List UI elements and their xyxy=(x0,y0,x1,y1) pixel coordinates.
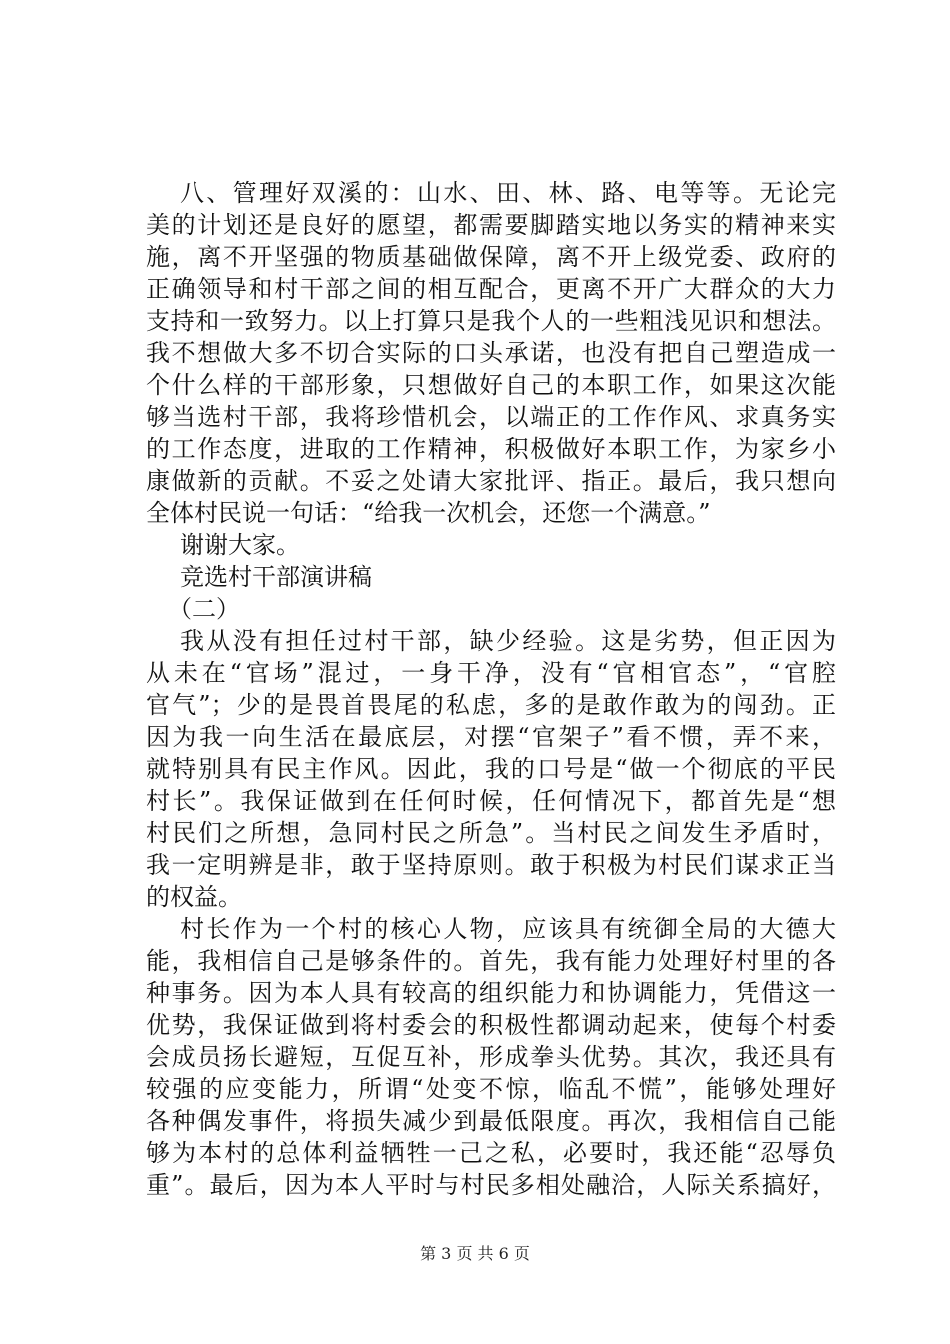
paragraph-line: 能，我相信自己是够条件的。首先，我有能力处理好村里的各 xyxy=(146,947,836,975)
paragraph-line: 官气”；少的是畏首畏尾的私虑，多的是敢作敢为的闯劲。正 xyxy=(146,691,836,719)
section-number: （二） xyxy=(168,595,240,623)
paragraph-line: 支持和一致努力。以上打算只是我个人的一些粗浅见识和想法。 xyxy=(146,307,836,335)
paragraph-line: 我不想做大多不切合实际的口头承诺，也没有把自己塑造成一 xyxy=(146,339,836,367)
document-body xyxy=(146,177,836,1201)
paragraph-line: 施，离不开坚强的物质基础做保障，离不开上级党委、政府的 xyxy=(146,243,836,271)
section-title: 竞选村干部演讲稿 xyxy=(180,563,372,591)
paragraph-line: 会成员扬长避短，互促互补，形成拳头优势。其次，我还具有 xyxy=(146,1043,836,1071)
paragraph-line: 正确领导和村干部之间的相互配合，更离不开广大群众的大力 xyxy=(146,275,836,303)
paragraph-line: 村长”。我保证做到在任何时候，任何情况下，都首先是“想 xyxy=(146,787,836,815)
paragraph-line: 个什么样的干部形象，只想做好自己的本职工作，如果这次能 xyxy=(146,371,836,399)
paragraph-line: 我从没有担任过村干部，缺少经验。这是劣势，但正因为 xyxy=(180,627,836,655)
closing-line: 谢谢大家。 xyxy=(180,531,300,559)
paragraph-line: 的权益。 xyxy=(146,883,242,911)
paragraph-line: 我一定明辨是非，敢于坚持原则。敢于积极为村民们谋求正当 xyxy=(146,851,836,879)
paragraph-line: 各种偶发事件，将损失减少到最低限度。再次，我相信自己能 xyxy=(146,1107,836,1135)
paragraph-line: 因为我一向生活在最底层，对摆“官架子”看不惯，弄不来， xyxy=(146,723,836,751)
paragraph-line: 优势，我保证做到将村委会的积极性都调动起来，使每个村委 xyxy=(146,1011,836,1039)
paragraph-line: 种事务。因为本人具有较高的组织能力和协调能力，凭借这一 xyxy=(146,979,836,1007)
paragraph-line: 从未在“官场”混过，一身干净，没有“官相官态”，“官腔 xyxy=(146,659,836,687)
page-footer xyxy=(0,1244,950,1264)
paragraph-line: 康做新的贡献。不妥之处请大家批评、指正。最后，我只想向 xyxy=(146,467,836,495)
paragraph-line: 较强的应变能力，所谓“处变不惊，临乱不慌”，能够处理好 xyxy=(146,1075,836,1103)
paragraph-line: 村长作为一个村的核心人物，应该具有统御全局的大德大 xyxy=(180,915,836,943)
paragraph-line: 就特别具有民主作风。因此，我的口号是“做一个彻底的平民 xyxy=(146,755,836,783)
paragraph-line: 村民们之所想，急同村民之所急”。当村民之间发生矛盾时， xyxy=(146,819,836,847)
paragraph-line: 够当选村干部，我将珍惜机会，以端正的工作作风、求真务实 xyxy=(146,403,836,431)
paragraph-line: 的工作态度，进取的工作精神，积极做好本职工作，为家乡小 xyxy=(146,435,836,463)
page-number: 第 3 页 共 6 页 xyxy=(420,1244,530,1263)
paragraph-line: 美的计划还是良好的愿望，都需要脚踏实地以务实的精神来实 xyxy=(146,211,836,239)
paragraph-line: 够为本村的总体利益牺牲一己之私，必要时，我还能“忍辱负 xyxy=(146,1139,836,1167)
paragraph-line: 重”。最后，因为本人平时与村民多相处融洽，人际关系搞好， xyxy=(146,1171,836,1199)
paragraph-line: 全体村民说一句话：“给我一次机会，还您一个满意。” xyxy=(146,499,711,527)
paragraph-line: 八、管理好双溪的：山水、田、林、路、电等等。无论完 xyxy=(180,179,836,207)
